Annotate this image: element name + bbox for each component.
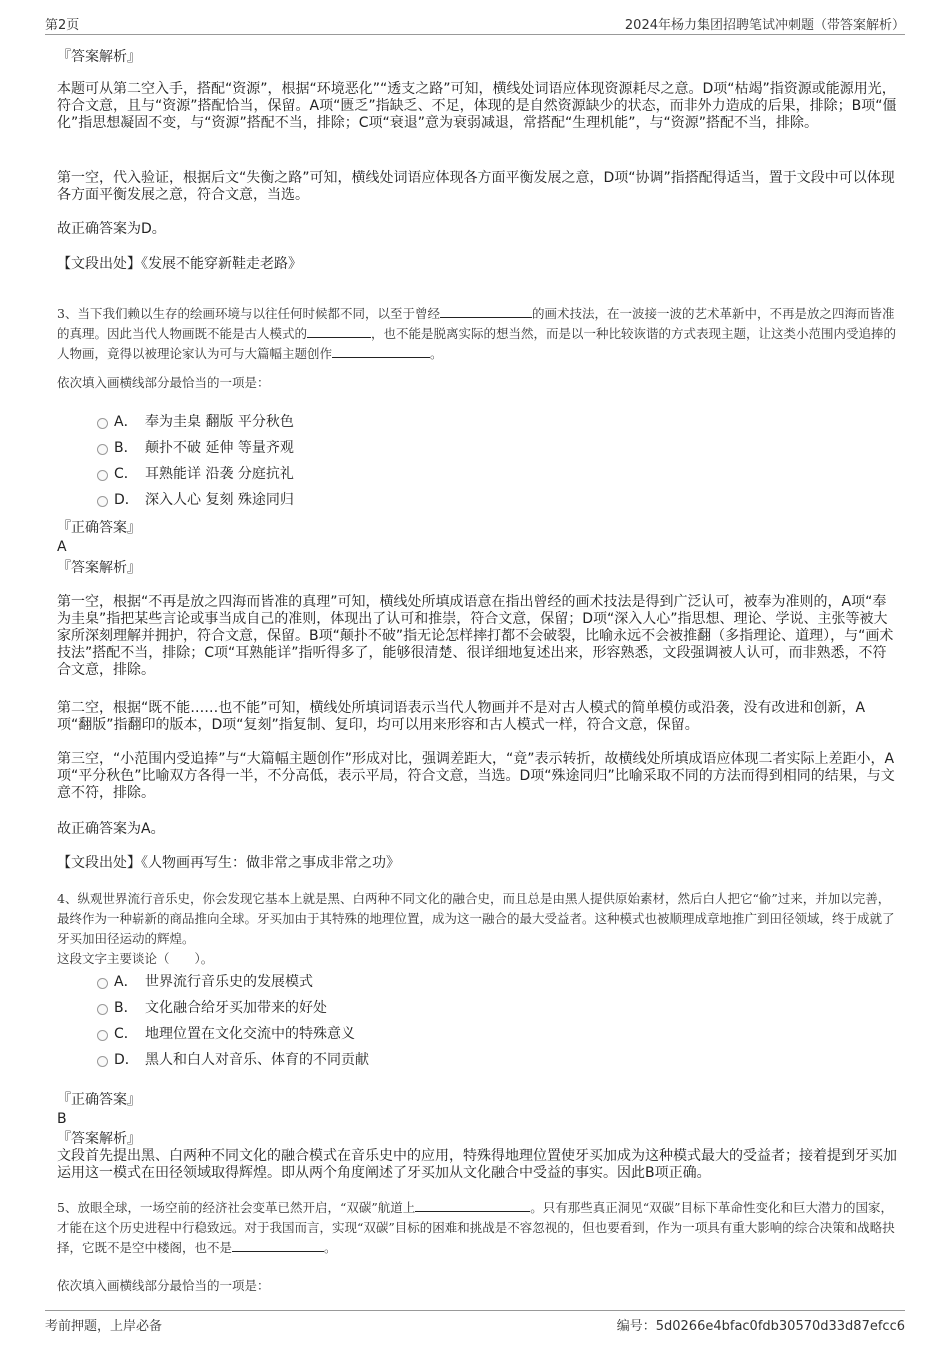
q3-analysis-tag: 『答案解析』 <box>57 560 141 576</box>
q3-option-c[interactable]: C． 耳熟能详 沿袭 分庭抗礼 <box>57 462 557 488</box>
q3-option-a[interactable]: A． 奉为圭臬 翻版 平分秋色 <box>57 410 557 436</box>
q4-answer: B <box>57 1111 67 1127</box>
q2-analysis-para2: 第一空，代入验证，根据后文“失衡之路”可知，横线处词语应体现各方面平衡发展之意，D项“协调”指搭配得适当，置于文段中可以体现各方面平衡发展之意，符合文意，当选。 <box>57 170 895 203</box>
q4-prompt: 这段文字主要谈论（ ）。 <box>57 951 214 966</box>
q5-blank-1[interactable] <box>415 1199 530 1212</box>
radio-icon[interactable] <box>97 1004 108 1015</box>
q3-blank-3[interactable] <box>332 345 430 358</box>
radio-icon[interactable] <box>97 444 108 455</box>
q2-analysis-para1: 本题可从第二空入手，搭配“资源”，根据“环境恶化”“透支之路”可知，横线处词语应体现资源耗尽之意。D项“枯竭”指资源或能源用光，符合文意，且与“资源”搭配恰当，保留。A项“匮乏”指缺乏、不足，体现的是自然资源缺少的状态，而非外力造成的后果，排除；B项“僵化”指思想凝固不变，与“资源”搭配不当，排除；C项“衰退”意为衰弱减退，常搭配“生理机能”，与“资源”搭配不当，排除。 <box>57 81 897 131</box>
q3-analysis-para1: 第一空，根据“不再是放之四海而皆准的真理”可知，横线处所填成语意在指出曾经的画术技法是得到广泛认可，被奉为准则的，A项“奉为圭臬”指把某些言论或事当成自己的准则，体现出了认可和推崇，符合文意，保留；D项“深入人心”指思想、理论、学说、主张等被大家所深刻理解并拥护，符合文意，保留。B项“颠扑不破”指无论怎样摔打都不会破裂，比喻永远不会被推翻（多指理论、道理），与“画术技法”搭配不当，排除；C项“耳熟能详”指听得多了，能够很清楚、很详细地复述出来，形容熟悉，文段强调被人认可，而非熟悉，不符合文意，排除。 <box>57 594 894 678</box>
q3-blank-2[interactable] <box>307 325 371 338</box>
page-header <box>45 12 905 35</box>
document-title: 2024年杨力集团招聘笔试冲刺题（带答案解析） <box>624 18 905 33</box>
q4-option-b[interactable]: B． 文化融合给牙买加带来的好处 <box>57 996 657 1022</box>
q5-prompt: 依次填入画横线部分最恰当的一项是： <box>57 1278 270 1293</box>
q5-stem: 5、放眼全球，一场空前的经济社会变革已然开启，“双碳”航道上 。只有那些真正洞见“双碳”目标下革命性变化和巨大潜力的国家，才能在这个历史进程中行稳致远。对于我国而言，实现“双碳”目标的困难和挑战是不容忽视的，但也要看到，作为一项具有重大影响的综合决策和战略抉择，它既不是空中楼阁，也不是 。 <box>57 1200 895 1255</box>
q2-source: 【文段出处】《发展不能穿新鞋走老路》 <box>57 256 302 272</box>
radio-icon[interactable] <box>97 496 108 507</box>
footer-slogan: 考前押题，上岸必备 <box>45 1319 163 1334</box>
q3-option-d[interactable]: D． 深入人心 复刻 殊途同归 <box>57 488 557 514</box>
q4-option-c[interactable]: C． 地理位置在文化交流中的特殊意义 <box>57 1022 657 1048</box>
q4-analysis-para1: 文段首先提出黑、白两种不同文化的融合模式在音乐史中的应用，特殊得地理位置使牙买加成为这种模式最大的受益者；接着提到牙买加运用这一模式在田径领域取得辉煌。即从两个角度阐述了牙买加从文化融合中受益的事实。因此B项正确。 <box>57 1148 897 1181</box>
q3-analysis-para3: 第三空，“小范围内受追捧”与“大篇幅主题创作”形成对比，强调差距大，“竟”表示转折，故横线处所填成语应体现二者实际上差距小，A项“平分秋色”比喻双方各得一半，不分高低，表示平局，符合文意，当选。D项“殊途同归”比喻采取不同的方法而得到相同的结果，与文意不符，排除。 <box>57 751 895 801</box>
q3-prompt: 依次填入画横线部分最恰当的一项是： <box>57 375 270 390</box>
q4-option-a[interactable]: A． 世界流行音乐史的发展模式 <box>57 970 657 996</box>
q3-answer: A <box>57 539 67 555</box>
q3-blank-1[interactable] <box>440 305 532 318</box>
q3-options <box>57 410 557 514</box>
q4-options <box>57 970 657 1074</box>
document-id: 编号：5d0266e4bfac0fdb30570d33d87efcc6 <box>616 1319 905 1334</box>
q3-stem: 3、当下我们赖以生存的绘画环境与以往任何时候都不同，以至于曾经 的画术技法，在一波接一波的艺术革新中，不再是放之四海而皆准的真理。因此当代人物画既不能是古人模式的 ，也不能是脱离实际的想当然，而是以一种比较诙谐的方式表现主题，让这类小范围内受追捧的人物画，竟得以被理论家认为可与大篇幅主题创作 。 <box>57 306 897 361</box>
q4-stem: 4、纵观世界流行音乐史，你会发现它基本上就是黑、白两种不同文化的融合史，而且总是由黑人提供原始素材，然后白人把它“偷”过来，并加以完善，最终作为一种崭新的商品推向全球。牙买加由于其特殊的地理位置，成为这一融合的最大受益者。这种模式也被顺理成章地推广到田径领域，终于成就了牙买加田径运动的辉煌。 <box>57 891 895 946</box>
radio-icon[interactable] <box>97 978 108 989</box>
q3-answer-tag: 『正确答案』 <box>57 520 141 536</box>
q4-answer-tag: 『正确答案』 <box>57 1092 141 1108</box>
page-number: 第2页 <box>45 18 80 33</box>
q2-analysis-tag: 『答案解析』 <box>57 49 141 65</box>
q4-analysis-tag: 『答案解析』 <box>57 1131 141 1147</box>
q3-option-b[interactable]: B． 颠扑不破 延伸 等量齐观 <box>57 436 557 462</box>
radio-icon[interactable] <box>97 418 108 429</box>
q3-source: 【文段出处】《人物画再写生：做非常之事成非常之功》 <box>57 855 400 871</box>
q4-option-d[interactable]: D． 黑人和白人对音乐、体育的不同贡献 <box>57 1048 657 1074</box>
page-footer <box>45 1310 905 1335</box>
q3-analysis-para2: 第二空，根据“既不能……也不能”可知，横线处所填词语表示当代人物画并不是对古人模式的简单模仿或沿袭，没有改进和创新，A项“翻版”指翻印的版本，D项“复刻”指复制、复印，均可以用来形容和古人模式一样，符合文意，保留。 <box>57 700 866 733</box>
radio-icon[interactable] <box>97 470 108 481</box>
radio-icon[interactable] <box>97 1056 108 1067</box>
q5-blank-2[interactable] <box>232 1239 324 1252</box>
q2-conclusion: 故正确答案为D。 <box>57 221 166 237</box>
radio-icon[interactable] <box>97 1030 108 1041</box>
q3-conclusion: 故正确答案为A。 <box>57 821 165 837</box>
